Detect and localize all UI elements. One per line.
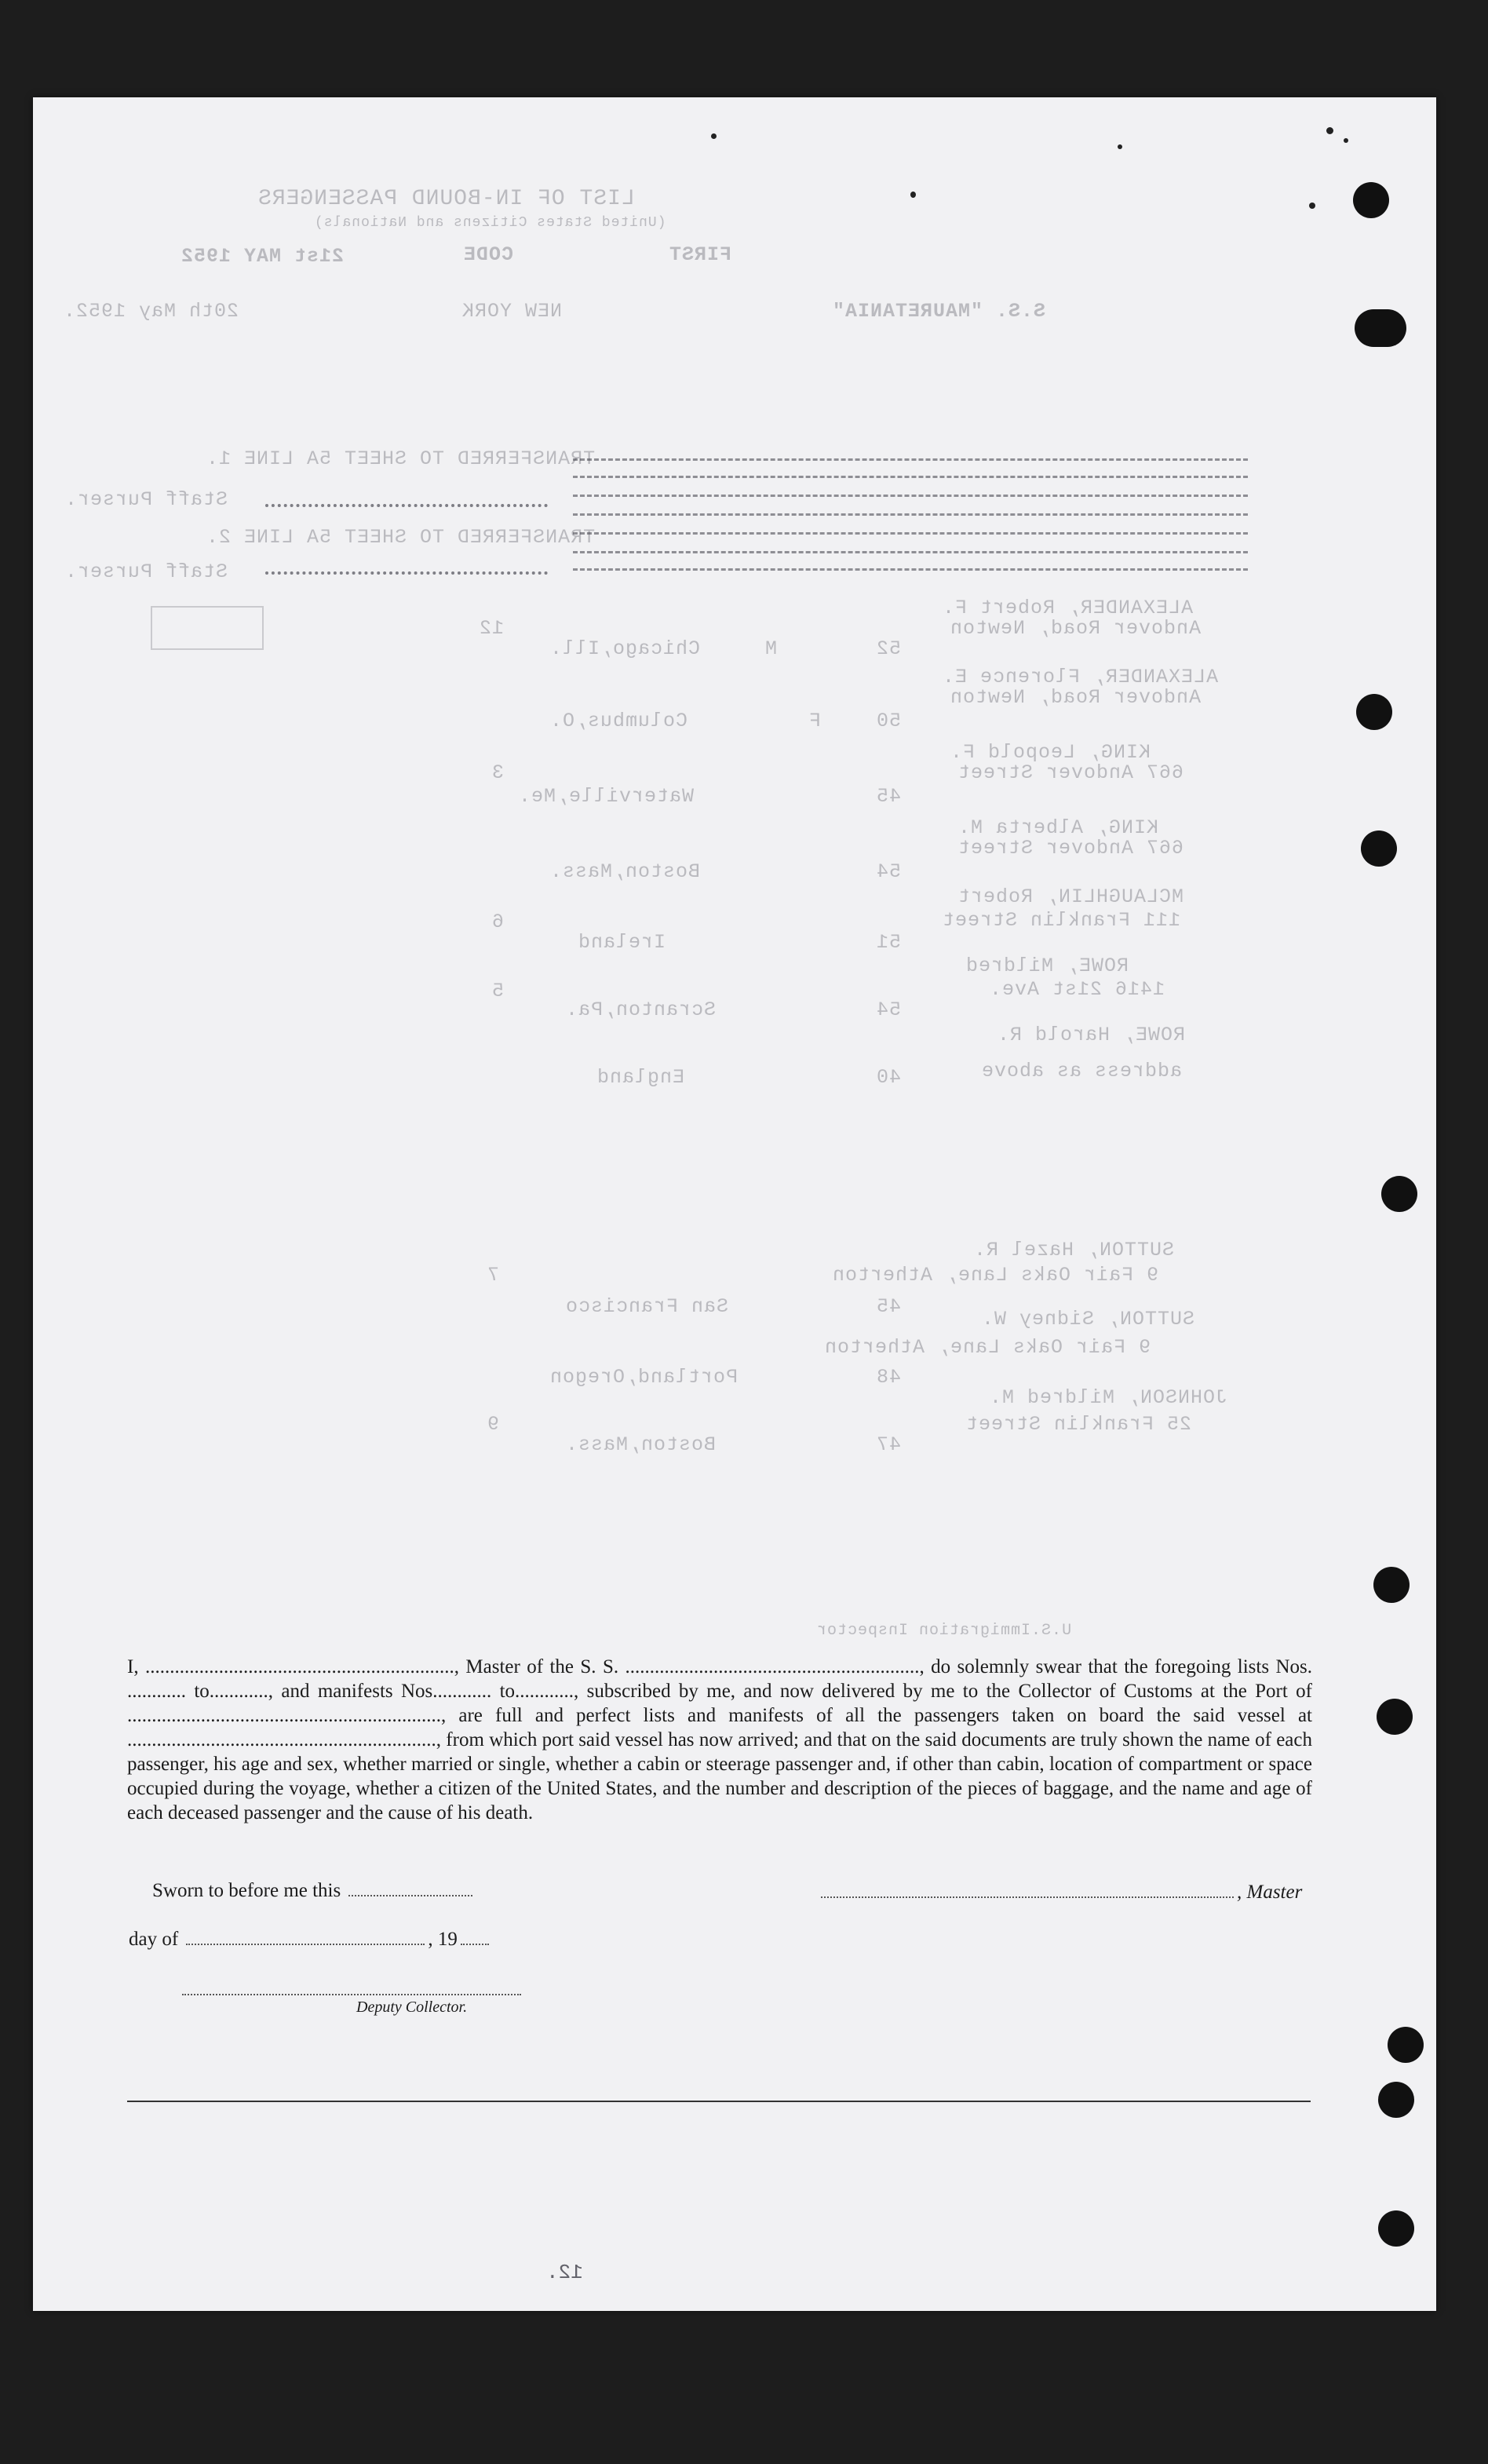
bleed-row-no: 6	[491, 911, 505, 933]
bleed-row-place: Portland,Oregon	[549, 1366, 739, 1389]
bleed-row-address: 9 Fair Oaks Lane, Atherton	[824, 1336, 1151, 1359]
bleed-row-age: 48	[876, 1366, 902, 1389]
bleed-row-name: ALEXANDER, Florence E.	[942, 666, 1219, 688]
master-signature-row	[818, 1881, 1302, 1904]
master-label: , Master	[1237, 1882, 1303, 1903]
bleed-row-address: Andover Road, Newton	[950, 617, 1202, 640]
bleed-sailing: CODE	[463, 243, 514, 266]
deputy-row	[182, 1978, 521, 2017]
bleed-row-age: 54	[876, 998, 902, 1021]
bleed-row-sex: M	[764, 637, 778, 660]
bleed-row-no: 7	[487, 1264, 500, 1287]
bleed-row-place: Chicago,Ill.	[549, 637, 701, 660]
bleed-header-sub: (United States Citizens and Nationals)	[314, 215, 666, 231]
bleed-purser-2: Staff Purser.	[64, 560, 228, 583]
bleed-row-age: 45	[876, 785, 902, 808]
bleed-row-no: 3	[491, 761, 505, 784]
dotted-line	[265, 571, 548, 575]
bleed-row-sex: F	[808, 710, 822, 732]
bleed-ship: S.S. "MAURETANIA"	[832, 300, 1046, 323]
deputy-signature-field[interactable]	[182, 1978, 521, 1995]
bleed-row-name: KING, Leopold F.	[950, 741, 1151, 764]
bleed-row-no: 9	[487, 1413, 500, 1436]
bleed-row-place: Waterville,Me.	[518, 785, 695, 808]
bleed-row-no: 5	[491, 980, 505, 1002]
bleed-header-top: LIST OF IN-BOUND PASSENGERS	[257, 187, 635, 211]
declaration-paragraph	[127, 1655, 1312, 1825]
bleed-row-place: Scranton,Pa.	[565, 998, 717, 1021]
bleed-row-age: 52	[876, 637, 902, 660]
struck-line	[573, 532, 1248, 535]
binder-hole	[1373, 1567, 1410, 1603]
bleed-row-place: Boston,Mass.	[565, 1433, 717, 1456]
bleed-row-name: KING, Alberta M.	[957, 816, 1159, 839]
dotted-line	[265, 504, 548, 507]
struck-line	[573, 495, 1248, 497]
bleed-row-age: 51	[876, 931, 902, 954]
bleed-row-age: 54	[876, 860, 902, 883]
bleed-row-age: 50	[876, 710, 902, 732]
bleed-row-address: 25 Franklin Street	[965, 1413, 1192, 1436]
bleed-row-place: San Francisco	[565, 1295, 729, 1318]
bleed-port: NEW YORK	[461, 300, 563, 323]
struck-line	[573, 551, 1248, 553]
bleed-row-no: 12	[479, 617, 505, 640]
struck-line	[573, 513, 1248, 516]
bleed-row-place: Boston,Mass.	[549, 860, 701, 883]
struck-line	[573, 458, 1248, 461]
bleed-row-name: SUTTON, Sidney W.	[981, 1308, 1195, 1331]
bleed-row-name: MCLAUGHLIN, Robert	[957, 885, 1184, 908]
deputy-label: Deputy Collector.	[356, 1999, 468, 2016]
bleed-row-address: Andover Road, Newton	[950, 686, 1202, 709]
bleed-row-place: England	[596, 1066, 685, 1089]
bleed-footer-mark: U.S.Immigration Inspector	[816, 1622, 1072, 1640]
struck-line	[573, 568, 1248, 571]
bleed-row-address: 1416 21st Ave.	[989, 978, 1165, 1001]
bleed-transferred-2: TRANSFERRED TO SHEET 5A LINE 2.	[206, 526, 596, 549]
bleed-date: 20th May 1952.	[63, 300, 239, 323]
binder-hole	[1388, 2027, 1424, 2063]
bleed-arrival-date: 21st MAY 1952	[181, 245, 345, 268]
binder-hole	[1378, 2082, 1414, 2118]
faint-stamp	[151, 606, 264, 650]
day-of-row	[129, 1928, 492, 1951]
struck-line	[573, 476, 1248, 478]
bleed-corner-mark: 12.	[546, 2261, 583, 2284]
bleed-row-age: 40	[876, 1066, 902, 1089]
sworn-row	[152, 1879, 476, 1902]
bleed-row-address: 9 Fair Oaks Lane, Atherton	[832, 1264, 1159, 1287]
binder-hole	[1377, 1699, 1413, 1735]
bleed-row-name: JOHNSON, Mildred M.	[989, 1386, 1228, 1409]
bleed-class: FIRST	[669, 243, 732, 266]
bleed-row-address: 667 Andover Street	[957, 761, 1184, 784]
bleed-row-name: ROWE, Harold R.	[997, 1024, 1186, 1046]
bleed-row-age: 47	[876, 1433, 902, 1456]
day-of-field[interactable]	[186, 1928, 425, 1945]
bleed-row-age: 45	[876, 1295, 902, 1318]
bleed-row-name: ROWE, Mildred	[965, 955, 1129, 977]
year-label: , 19	[428, 1929, 458, 1950]
bleed-row-address: 667 Andover Street	[957, 837, 1184, 860]
binder-hole	[1378, 2210, 1414, 2247]
footer-rule	[127, 2101, 1311, 2102]
master-signature-field[interactable]	[821, 1881, 1234, 1898]
bleed-row-place: Columbus,O.	[549, 710, 688, 732]
sworn-date-field[interactable]	[348, 1879, 472, 1896]
bleed-row-name: ALEXANDER, Robert F.	[942, 597, 1194, 619]
day-of-label: day of	[129, 1929, 179, 1950]
bleed-row-address: address as above	[981, 1060, 1183, 1082]
year-field[interactable]	[461, 1928, 489, 1945]
bleed-row-name: SUTTON, Hazel R.	[973, 1239, 1175, 1261]
bleed-row-address: 111 Franklin Street	[942, 909, 1181, 932]
declaration-text: I, ..............................................................., Master of the S. S. ............................................................, do solemnly swear that the foregoing lists Nos. ............ to............, and manifests Nos............ to............, subscribed by me, and now delivered by me to the Collector of Customs at the Port of ................................................................, are full and perfect lists and manifests of all the passengers taken on board the said vessel at ..............................................................., from which port said vessel has now arrived; and that on the said documents are truly shown the name of each passenger, his age and sex, whether married or single, whether a cabin or steerage passenger and, if other than cabin, location of compartment or space occupied during the voyage, whether a citizen of the United States, and the number and description of the pieces of baggage, and the name and age of each deceased passenger and the cause of his death.	[127, 1656, 1312, 1823]
bleed-row-place: Ireland	[578, 931, 666, 954]
bleed-purser-1: Staff Purser.	[64, 488, 228, 511]
sworn-label: Sworn to before me this	[152, 1880, 341, 1901]
bleed-transferred-1: TRANSFERRED TO SHEET 5A LINE 1.	[206, 447, 596, 470]
